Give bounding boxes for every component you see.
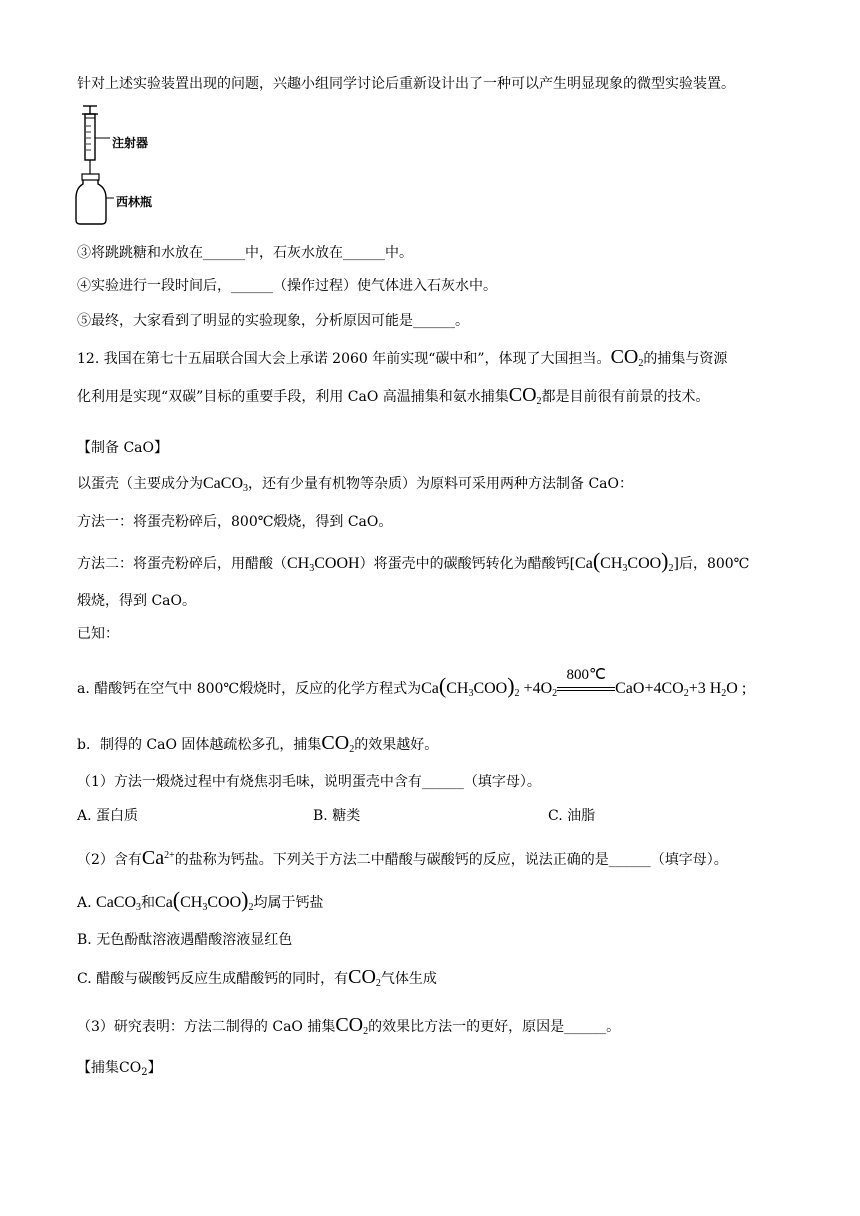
method-2-a: 方法二：将蛋壳粉碎后，用醋酸（ — [77, 556, 287, 572]
reaction-products: $CaO+4CO_2+3$ $H_2O$ ; — [615, 680, 747, 699]
caco3-formula: CaCO$_3$ — [96, 894, 142, 913]
known-b — [77, 733, 438, 760]
co2-formula: $CO_2$ — [321, 732, 355, 755]
co2-formula: $CO_2$ — [610, 346, 644, 369]
step-3: ③将跳跳糖和水放在______中，石灰水放在______中。 — [77, 245, 413, 261]
q2-option-b: B. 无色酚酞溶液遇醋酸溶液显红色 — [77, 932, 293, 948]
ch3cooh-formula: $CH_3COOH$ — [287, 555, 360, 574]
question-2 — [77, 846, 728, 870]
condition-label: 800℃ — [566, 667, 606, 683]
co2-formula: $CO_2$ — [348, 966, 381, 989]
q1-option-c: C. 油脂 — [548, 808, 596, 824]
section-prep-cao: 【制备 CaO】 — [77, 440, 168, 456]
q2-option-c-a: C. 醋酸与碳酸钙反应生成醋酸钙的同时，有 — [77, 971, 349, 987]
reaction-condition — [557, 667, 615, 699]
co2-formula: $CO_2$ — [335, 1014, 369, 1037]
q12-line-2 — [77, 385, 710, 412]
q2-option-a-tail: 均属于钙盐 — [253, 895, 324, 911]
known-b-a: b．制得的 CaO 固体越疏松多孔，捕集 — [77, 737, 322, 753]
q1-option-b: B. 糖类 — [313, 808, 361, 824]
section-capture-end: 】 — [147, 1060, 162, 1076]
method-2 — [77, 548, 750, 579]
method-1: 方法一：将蛋壳粉碎后，800℃煅烧，得到 CaO。 — [77, 514, 393, 530]
co2-formula: $CO_2$ — [508, 384, 542, 407]
q2-option-a — [77, 887, 324, 918]
section-capture-text: 【捕集CO — [77, 1060, 142, 1076]
q3-a: （3）研究表明：方法二制得的 CaO 捕集 — [77, 1019, 336, 1035]
q12-line-2-tail: 都是目前很有前景的技术。 — [541, 389, 710, 405]
q2-option-c-b: 气体生成 — [380, 971, 437, 987]
q2-option-c — [77, 967, 437, 994]
reaction-equation: $Ca(CH_3COO)_2 +4O_2$ — [421, 673, 558, 699]
prep-text-b: ，还有少量有机物等杂质）为原料可采用两种方法制备 CaO： — [248, 476, 633, 492]
method-2-c: ]后，800℃ — [673, 556, 750, 572]
q2-b: 的盐称为钙盐。下列关于方法二中醋酸与碳酸钙的反应，说法正确的是______（填字母）。 — [174, 852, 728, 868]
known-a — [77, 667, 747, 704]
section-capture-co2 — [77, 1058, 162, 1083]
q2-option-a-label: A. — [77, 895, 97, 911]
q12-line-1-text: 12. 我国在第七十五届联合国大会上承诺 2060 年前实现“碳中和”，体现了大国担当。 — [77, 351, 611, 367]
method-2-cont: 煅烧，得到 CaO。 — [77, 593, 196, 609]
intro-text: 针对上述实验装置出现的问题，兴趣小组同学讨论后重新设计出了一种可以产生明显现象的微型实验装置。 — [77, 76, 735, 92]
q12-line-1-tail: 的捕集与资源 — [643, 351, 728, 367]
ca-ion-formula: $Ca^{2+}$ — [141, 847, 175, 869]
calcium-acetate-formula: $Ca(CH_3COO)_2$ — [155, 887, 254, 913]
caco3-formula: CaCO$_3$ — [203, 475, 248, 494]
q12-line-1 — [77, 347, 727, 374]
section-capture-sub: 2 — [141, 1067, 148, 1078]
prep-text — [77, 474, 633, 499]
q2-option-a-and: 和 — [141, 895, 156, 911]
q1-option-a: A. 蛋白质 — [77, 808, 139, 824]
known-heading: 已知： — [77, 626, 119, 642]
bottle-label: 西林瓶 — [116, 195, 153, 209]
step-5: ⑤最终，大家看到了明显的实验现象，分析原因可能是______。 — [77, 313, 469, 329]
step-4: ④实验进行一段时间后，______（操作过程）使气体进入石灰水中。 — [77, 278, 497, 294]
apparatus-figure — [72, 104, 182, 228]
calcium-acetate-formula: $Ca(CH_3COO)_2$ — [575, 548, 674, 574]
known-a-text: a. 醋酸钙在空气中 800℃煅烧时，反应的化学方程式为 — [77, 681, 422, 697]
q12-line-2-text: 化利用是实现“双碳”目标的重要手段，利用 CaO 高温捕集和氨水捕集 — [77, 389, 509, 405]
syringe-label: 注射器 — [112, 136, 149, 150]
q2-a: （2）含有 — [77, 852, 142, 868]
q3-b: 的效果比方法一的更好，原因是______。 — [368, 1019, 621, 1035]
method-2-b: ）将蛋壳中的碳酸钙转化为醋酸钙[ — [359, 556, 576, 572]
question-1: （1）方法一煅烧过程中有烧焦羽毛味，说明蛋壳中含有______（填字母）。 — [77, 774, 541, 790]
question-3 — [77, 1015, 620, 1042]
prep-text-a: 以蛋壳（主要成分为 — [77, 476, 203, 492]
known-b-b: 的效果越好。 — [354, 737, 439, 753]
